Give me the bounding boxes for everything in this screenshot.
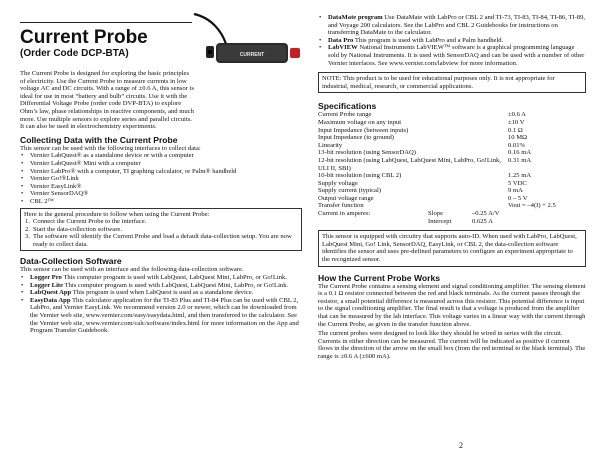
list-item: • Vernier LabQuest® Mini with a computer bbox=[21, 159, 141, 167]
table-row: 12-bit resolution (using LabQuest, LabQuest Mini, LabPro, Go!Link, ULI II, SBI) 0.31 mA bbox=[318, 156, 532, 172]
software-list bbox=[20, 274, 302, 335]
specs-table bbox=[318, 111, 586, 210]
table-row: Input Impedance (between inputs) 0.1 Ω bbox=[318, 126, 523, 134]
right-column bbox=[318, 14, 586, 361]
left-column bbox=[20, 70, 302, 335]
list-item: • LabVIEW National Instruments LabVIEW™ software is a graphical programming language sold by National Instruments. It is used with SensorDAQ and can be used with a number of other Vernier interfaces. See www.vernier.com/labview for more information. bbox=[319, 44, 585, 67]
software-list-continued bbox=[318, 14, 586, 67]
table-row: 13-bit resolution (using SensorDAQ) 0.16 mA bbox=[318, 149, 532, 157]
how-heading: How the Current Probe Works bbox=[318, 272, 441, 283]
title-rule bbox=[20, 22, 192, 23]
current-table bbox=[318, 210, 586, 225]
list-item: • EasyData App This calculator application for the TI-83 Plus and TI-84 Plus can be used with CBL 2, LabPro, and Vernier EasyLink. We recommend version 2.0 or newer, which can be downloaded from the Vernier web site, www.vernier.com/easy/easydata.html, and then transferred to the calculator. See the Vernier web site, www.vernier.com/calc/software/index.html for more information on the App and Program Transfer Guidebook. bbox=[21, 296, 299, 335]
procedure-box bbox=[20, 208, 302, 252]
table-row: Current in amperes: Slope –0.25 A/V bbox=[318, 210, 500, 218]
list-item: • LabQuest App This program is used when LabQuest is used as a standalone device. bbox=[21, 289, 254, 297]
table-row: Supply current (typical) 9 mA bbox=[318, 187, 523, 195]
table-row: Maximum voltage on any input ±10 V bbox=[318, 118, 525, 126]
list-item: • Data Pro This program is used with LabPro and a Palm handheld. bbox=[319, 36, 504, 44]
current-probe-image bbox=[192, 10, 302, 78]
list-item: • Vernier EasyLink® bbox=[21, 182, 82, 190]
intro-text: The Current Probe is designed for exploring the basic principles of electricity. Use the Current Probe to measure currents in low voltage AC and DC circuits. With a range of ±0.6 A, this sensor is ideal for use in most “battery and bulb” circuits. Use it with the Differential Voltage Probe (order code DVP-BTA) to explore Ohm’s law, phase relationships in reactive components, and much more. Use multiple sensors to explore series and parallel circuits. It can also be used in electrochemistry experiments. bbox=[20, 70, 194, 131]
probe-label: CURRENT bbox=[239, 52, 265, 58]
note-box: NOTE: This product is to be used for educational purposes only. It is not appropriate for industrial, medical, research, or commercial applications. bbox=[318, 72, 586, 93]
table-row: Current Probe range ±0.6 A bbox=[318, 111, 526, 119]
collecting-lead: This sensor can be used with the following interfaces to collect data: bbox=[20, 144, 201, 152]
list-item: • DataMate program Use DataMate with LabPro or CBL 2 and TI-73, TI-83, TI-84, TI-86, TI-89, and Voyage 200 calculators. See the LabPro and CBL 2 Guidebooks for instructions on transferring DataMate to the calculator. bbox=[319, 14, 586, 37]
table-row: 10-bit resolution (using CBL 2) 1.25 mA bbox=[318, 172, 532, 180]
table-row: Transfer function Vout = –4(I) + 2.5 bbox=[318, 202, 556, 210]
table-row: Output voltage range 0 – 5 V bbox=[318, 194, 528, 202]
table-row: Supply voltage 5 VDC bbox=[318, 179, 527, 187]
list-item: • Vernier Go!®Link bbox=[21, 175, 79, 183]
software-heading: Data-Collection Software bbox=[20, 256, 122, 267]
list-item: • Vernier LabPro® with a computer, TI graphing calculator, or Palm® handheld bbox=[21, 167, 237, 175]
list-item: • Logger Pro This computer program is used with LabQuest, LabQuest Mini, LabPro, or Go!Link. bbox=[21, 274, 287, 282]
autoid-box: This sensor is equipped with circuitry that supports auto-ID. When used with LabPro, LabQuest, LabQuest Mini, Go! Link, SensorDAQ, EasyLink, or CBL 2, the data-collection software identifies the sensor and uses pre-defined parameters to configure an experiment appropriate to the recognized sensor. bbox=[318, 230, 586, 266]
page-number: 2 bbox=[459, 441, 463, 450]
table-row: Input Impedance (to ground) 10 MΩ bbox=[318, 134, 528, 142]
page-title: Current Probe bbox=[20, 27, 148, 48]
intro-paragraph-start bbox=[20, 70, 195, 131]
interfaces-list bbox=[20, 152, 302, 205]
order-code: (Order Code DCP-BTA) bbox=[20, 48, 129, 59]
list-item: • Logger Lite This computer program is used with LabQuest, LabQuest Mini, LabPro, or Go!Link. bbox=[21, 281, 289, 289]
specs-heading: Specifications bbox=[318, 101, 377, 112]
list-item: 2. Start the data-collection software. bbox=[25, 225, 122, 233]
table-row: Intercept 0.625 A bbox=[428, 217, 493, 225]
how-paragraph-2: The current probes were designed to look like they should be wired in series with the circuit. Currents in either direction can be measured. The current will be indicated as positive if current flows in the direction of the arrow on the small box (from the red terminal to the black terminal). The range is ±0.6 A (±600 mA). bbox=[318, 330, 586, 360]
procedure-lead: Here is the general procedure to follow when using the Current Probe: bbox=[24, 210, 210, 218]
procedure-steps bbox=[24, 218, 298, 248]
list-item: 1. Connect the Current Probe to the interface. bbox=[25, 218, 147, 226]
collecting-heading: Collecting Data with the Current Probe bbox=[20, 134, 178, 145]
how-paragraph-1: The Current Probe contains a sensing element and signal conditioning amplifier. The sensing element is a 0.1 Ω resistor connected between the red and black terminals. As the current passes through the resistor, a small potential difference is measured across this resistor. This potential difference is input to the signal conditioning amplifier. The final result is that a voltage is produced from the amplifier that can be measured by the lab interface. This voltage varies in a linear way with the current through the Current Probe, as given in the transfer function above. bbox=[318, 282, 586, 328]
list-item: 3. The software will identify the Current Probe and load a default data-collection setup. You are now ready to collect data. bbox=[25, 233, 292, 248]
list-item: • CBL 2™ bbox=[21, 197, 54, 205]
list-item: • Vernier SensorDAQ® bbox=[21, 190, 89, 198]
table-row: Linearity 0.01% bbox=[318, 141, 526, 149]
software-lead: This sensor can be used with an interface and the following data-collection software. bbox=[20, 266, 244, 274]
list-item: • Vernier LabQuest® as a standalone device or with a computer bbox=[21, 152, 194, 160]
